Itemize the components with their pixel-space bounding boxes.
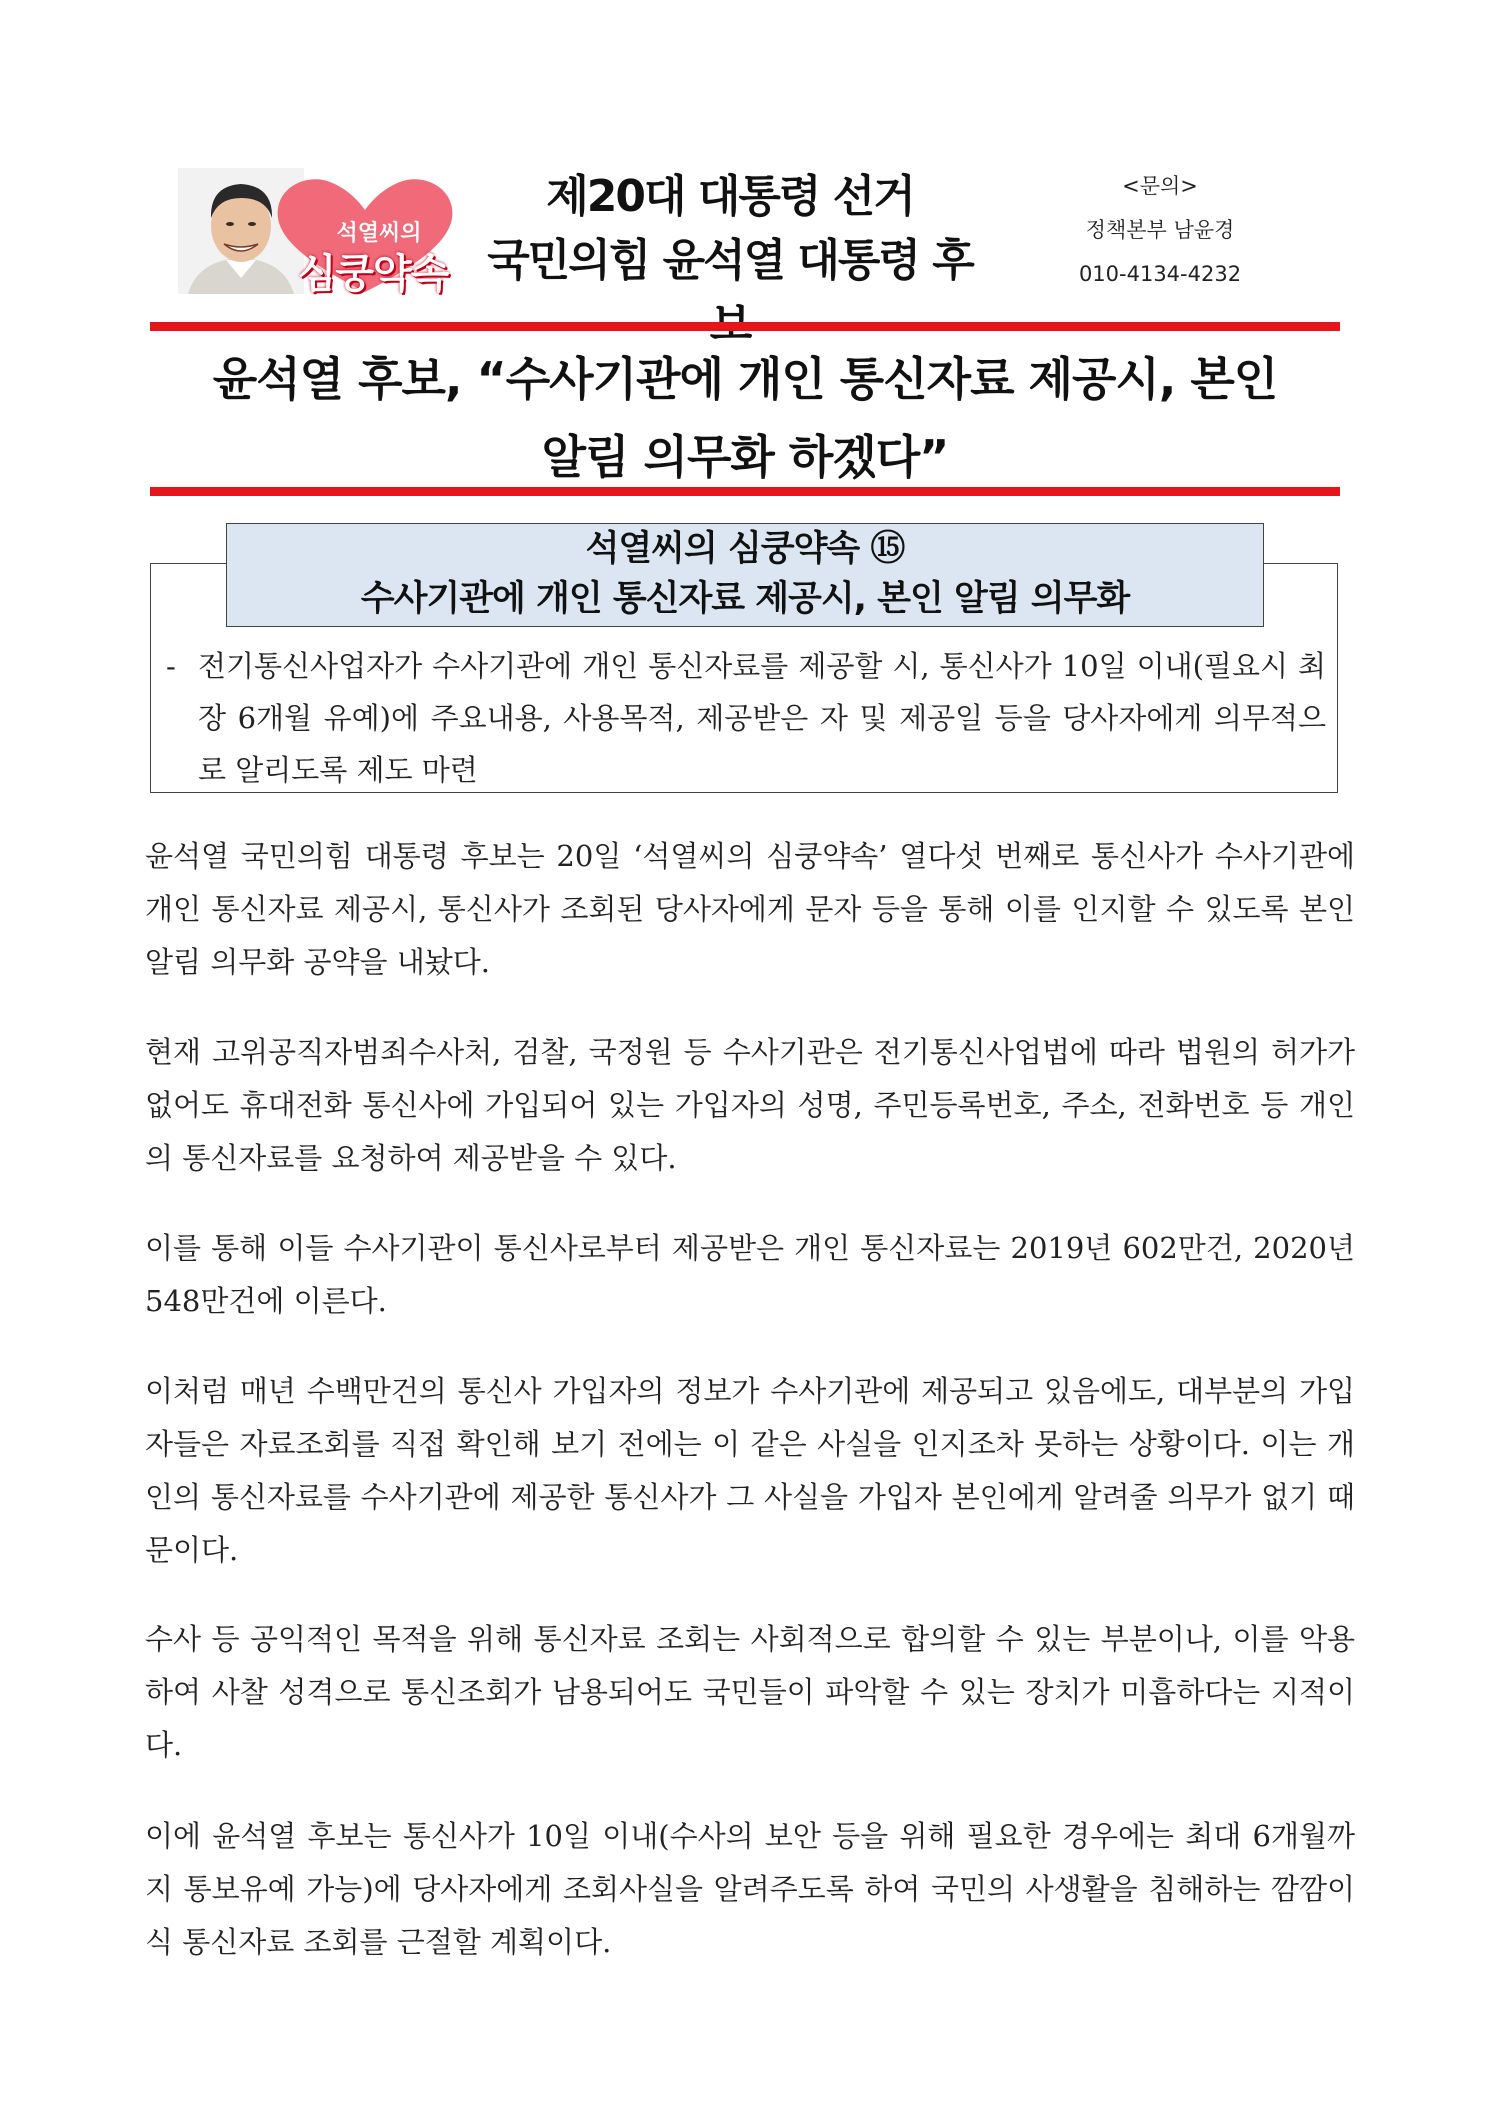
paragraph-5: 수사 등 공익적인 목적을 위해 통신자료 조회는 사회적으로 합의할 수 있는 부분이나, 이를 악용하여 사찰 성격으로 통신조회가 남용되어도 국민들이 파악할 수 있는 장치가 미흡하다는 지적이다. xyxy=(145,1622,1355,1762)
paragraph-6: 이에 윤석열 후보는 통신사가 10일 이내(수사의 보안 등을 위해 필요한 경우에는 최대 6개월까지 통보유예 가능)에 당사자에게 조회사실을 알려주도록 하여 국민의 사생활을 침해하는 깜깜이식 통신자료 조회를 근절할 계획이다. xyxy=(145,1819,1355,1959)
pledge-subtitle: 수사기관에 개인 통신자료 제공시, 본인 알림 의무화 xyxy=(360,579,1130,619)
bullet-dash: - xyxy=(166,649,176,683)
headline-line1: 윤석열 후보, “수사기관에 개인 통신자료 제공시, 본인 xyxy=(212,352,1278,406)
contact-label: <문의> xyxy=(1122,174,1198,198)
pledge-title-box xyxy=(226,523,1264,627)
contact-phone: 010-4134-4232 xyxy=(1078,262,1242,286)
logo-subtitle: 석열씨의 xyxy=(336,221,422,246)
paragraph-4: 이처럼 매년 수백만건의 통신사 가입자의 정보가 수사기관에 제공되고 있음에도, 대부분의 가입자들은 자료조회를 직접 확인해 보기 전에는 이 같은 사실을 인지조차 못하는 상황이다. 이는 개인의 통신자료를 수사기관에 제공한 통신사가 그 사실을 가입자 본인에게 알려줄 의무가 없기 때문이다. xyxy=(145,1374,1355,1567)
bottom-red-rule xyxy=(150,487,1340,496)
election-title-line2: 국민의힘 윤석열 대통령 후 xyxy=(487,235,973,286)
paragraph-1: 윤석열 국민의힘 대통령 후보는 20일 ‘석열씨의 심쿵약속’ 열다섯 번째로 통신사가 수사기관에 개인 통신자료 제공시, 통신사가 조회된 당사자에게 문자 등을 통해 이를 인지할 수 있도록 본인알림 의무화 공약을 내놨다. xyxy=(145,839,1355,979)
campaign-logo xyxy=(178,168,460,297)
pledge-bullet xyxy=(166,640,1326,796)
paragraph-3: 이를 통해 이들 수사기관이 통신사로부터 제공받은 개인 통신자료는 2019년 602만건, 2020년 548만건에 이른다. xyxy=(145,1231,1355,1318)
headline-line2: 알림 의무화 하겠다” xyxy=(541,430,949,484)
contact-info xyxy=(1040,164,1280,296)
pledge-title: 석열씨의 심쿵약속 ⑮ xyxy=(585,529,905,569)
pledge-bullet-text: 전기통신사업자가 수사기관에 개인 통신자료를 제공할 시, 통신사가 10일 이내(필요시 최장 6개월 유예)에 주요내용, 사용목적, 제공받은 자 및 제공일 등을 당사자에게 의무적으로 알리도록 제도 마련 xyxy=(198,649,1326,787)
logo-title: 심쿵약속 xyxy=(297,251,449,297)
top-red-rule xyxy=(150,322,1340,331)
paragraph-2: 현재 고위공직자범죄수사처, 검찰, 국정원 등 수사기관은 전기통신사업법에 따라 법원의 허가가 없어도 휴대전화 통신사에 가입되어 있는 가입자의 성명, 주민등록번호, 주소, 전화번호 등 개인의 통신자료를 요청하여 제공받을 수 있다. xyxy=(145,1035,1355,1175)
headline xyxy=(150,340,1340,496)
election-title-line1: 제20대 대통령 선거 xyxy=(546,171,914,222)
contact-department: 정책본부 남윤경 xyxy=(1085,218,1235,242)
